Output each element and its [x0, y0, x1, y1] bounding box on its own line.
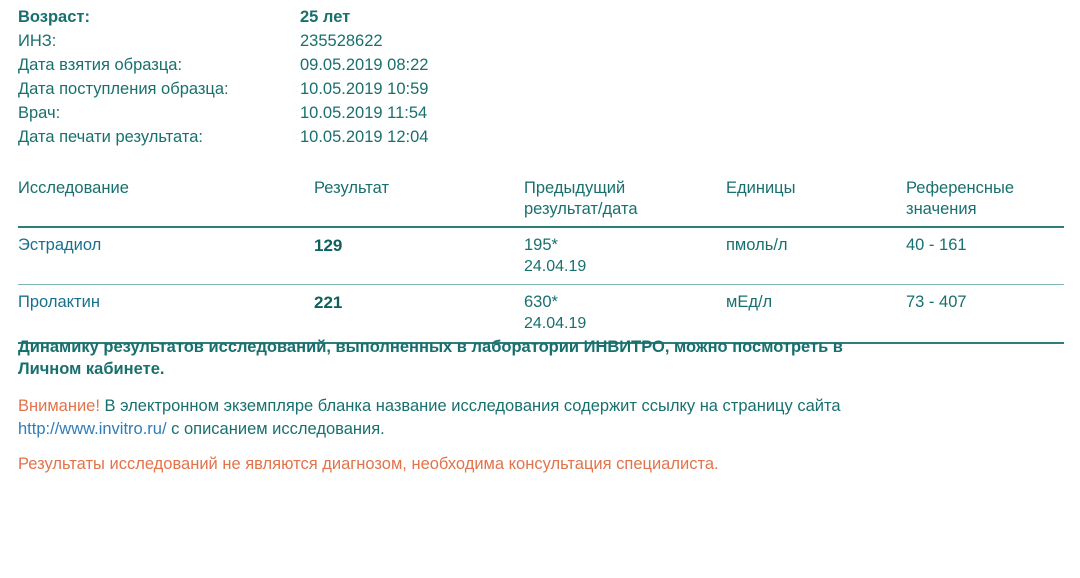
info-label-received-date: Дата поступления образца: — [18, 80, 229, 98]
info-label-sample-date: Дата взятия образца: — [18, 56, 183, 74]
results-table — [18, 178, 1064, 344]
cell-units: пмоль/л — [726, 236, 788, 255]
info-row — [18, 56, 1062, 80]
info-row — [18, 104, 1062, 128]
table-header-row — [18, 178, 1064, 226]
cell-previous-value: 195* — [524, 236, 558, 255]
attention-text: В электронном экземпляре бланка название исследования содержит ссылку на страницу сайта — [99, 396, 841, 415]
dynamics-note — [18, 336, 1066, 381]
info-value-inz: 235528622 — [300, 32, 383, 50]
cell-previous — [524, 292, 726, 334]
column-header-previous — [524, 178, 726, 220]
column-header-result: Результат — [314, 179, 390, 197]
dynamics-note-line1: Динамику результатов исследований, выполненных в лаборатории ИНВИТРО, можно посмотреть в — [18, 338, 843, 356]
info-value-age: 25 лет — [300, 8, 351, 26]
cell-reference: 40 - 161 — [906, 236, 967, 255]
column-header-previous-line1: Предыдущий — [524, 179, 626, 197]
info-value-print-date: 10.05.2019 12:04 — [300, 128, 429, 146]
attention-tail: с описанием исследования. — [166, 419, 385, 438]
info-row — [18, 8, 1062, 32]
footer-notes — [18, 336, 1066, 476]
cell-previous-value: 630* — [524, 293, 558, 312]
cell-reference: 73 - 407 — [906, 293, 967, 312]
patient-info-block — [18, 8, 1062, 152]
diagnosis-warning: Результаты исследований не являются диагнозом, необходима консультация специалиста. — [18, 454, 719, 473]
info-row — [18, 80, 1062, 104]
info-value-received-date: 10.05.2019 10:59 — [300, 80, 429, 98]
column-header-test: Исследование — [18, 179, 129, 197]
cell-previous-date: 24.04.19 — [524, 314, 587, 332]
cell-previous — [524, 235, 726, 277]
table-row — [18, 228, 1064, 284]
info-label-age: Возраст: — [18, 8, 90, 26]
column-header-reference-line1: Референсные — [906, 179, 1015, 197]
cell-result: 221 — [314, 293, 343, 313]
column-header-previous-line2: результат/дата — [524, 200, 638, 219]
attention-note — [18, 395, 1066, 441]
table-row — [18, 285, 1064, 341]
info-row — [18, 128, 1062, 152]
info-label-print-date: Дата печати результата: — [18, 128, 203, 146]
cell-test-name[interactable]: Эстрадиол — [18, 236, 102, 255]
attention-label: Внимание! — [18, 396, 100, 415]
column-header-reference-line2: значения — [906, 200, 977, 219]
info-label-inz: ИНЗ: — [18, 32, 57, 50]
cell-test-name[interactable]: Пролактин — [18, 293, 100, 312]
column-header-units: Единицы — [726, 179, 796, 197]
info-value-sample-date: 09.05.2019 08:22 — [300, 56, 429, 74]
cell-result: 129 — [314, 236, 343, 256]
dynamics-note-line2: Личном кабинете. — [18, 360, 165, 379]
cell-previous-date: 24.04.19 — [524, 257, 587, 275]
info-row — [18, 32, 1062, 56]
info-label-doctor: Врач: — [18, 104, 61, 122]
column-header-reference — [906, 178, 1064, 220]
info-value-doctor: 10.05.2019 11:54 — [300, 104, 428, 122]
invitro-link[interactable]: http://www.invitro.ru/ — [18, 419, 167, 438]
cell-units: мЕд/л — [726, 293, 773, 312]
